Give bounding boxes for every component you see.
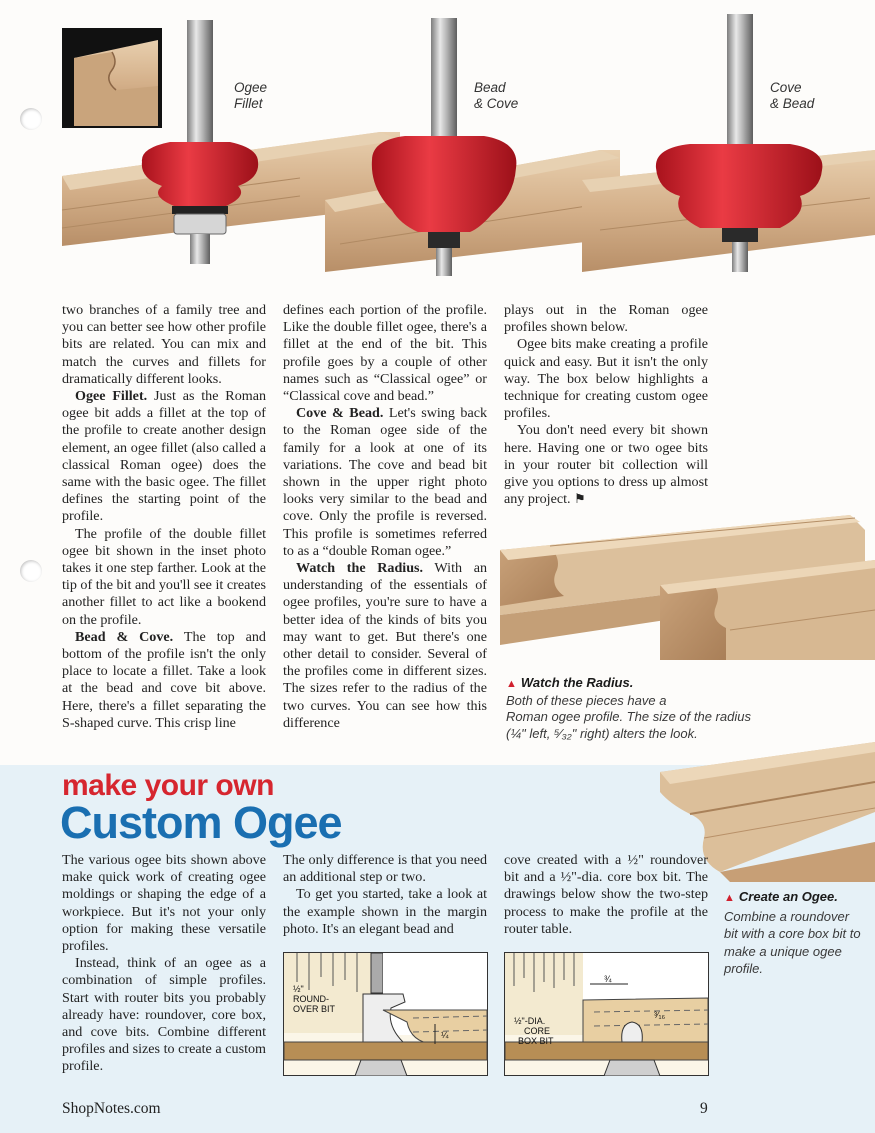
drawing-label: ½" [293, 984, 304, 994]
article-column-2 [283, 302, 487, 732]
paragraph: You don't need every bit shown here. Having one or two ogee bits in your router bit collection will give you options to dress up almost any project. ⚑ [504, 422, 708, 508]
label-cove-bead: Cove & Bead [770, 80, 815, 111]
caption-create-ogee: ▲ Create an Ogee. Combine a roundover bit with a core box bit to make a unique ogee profile. [724, 889, 861, 976]
paragraph: Watch the Radius. With an understanding of the essentials of ogee profiles, you're sure to have a better idea of the kinds of bits you may want to get. But there's one other detail to consider. Several of the profiles come in different sizes. The sizes refer to the radius of the two curves. You can see how this difference [283, 560, 487, 731]
page-number: 9 [700, 1100, 708, 1117]
footer-site: ShopNotes.com [62, 1100, 161, 1117]
end-mark-icon: ⚑ [574, 492, 586, 508]
paragraph: The only difference is that you need an additional step or two. [283, 852, 487, 886]
box-column-1 [62, 852, 266, 1076]
router-bits-photo [0, 0, 875, 292]
drawing-label: ½"-DIA. [514, 1016, 546, 1026]
paragraph: The various ogee bits shown above make quick work of creating ogee moldings or shaping the edge of a workpiece. But it's not your only option for making these versatile profiles. [62, 852, 266, 955]
router-bit-photo-strip [0, 0, 875, 292]
paragraph: To get you started, take a look at the example shown in the margin photo. It's an elegant bead and [283, 886, 487, 937]
paragraph: cove created with a ½" roundover bit and a ½"-dia. core box bit. The drawings below show the two-step process to make the profile at the router table. [504, 852, 708, 937]
article-column-3 [504, 302, 708, 508]
binder-hole [20, 560, 42, 582]
paragraph: Ogee bits make creating a profile quick and easy. But it isn't the only way. The box below highlights a technique for creating custom ogee profiles. [504, 336, 708, 422]
paragraph: defines each portion of the profile. Like the double fillet ogee, there's a fillet at the end of the bit. This profile goes by a couple of other names such as “Classical ogee” or “Classical cove and bead.” [283, 302, 487, 405]
paragraph: Cove & Bead. Let's swing back to the Roman ogee side of the family for a look at one of its variations. The cove and bead bit shown in the upper right photo looks very similar to the bead and cove. Only the profile is reversed. This profile is sometimes referred to as a “double Roman ogee.” [283, 405, 487, 559]
paragraph: Bead & Cove. The top and bottom of the profile isn't the only place to locate a fillet. Take a look at the bead and cove bit above. Here, there's a fillet separating the S-shaped curve. This crisp line [62, 628, 266, 731]
dimension-label: ¼ [441, 1030, 449, 1040]
triangle-marker-icon: ▲ [724, 892, 735, 904]
roundover-drawing [283, 952, 488, 1076]
box-column-3 [504, 852, 708, 938]
box-headline-large: Custom Ogee [60, 797, 342, 848]
dimension-label: ¾ [604, 974, 612, 984]
label-bead-cove: Bead & Cove [474, 80, 519, 111]
box-column-2 [283, 852, 487, 938]
drawing-label: OVER BIT [293, 1004, 336, 1014]
dimension-label: ³⁄₁₆ [654, 1010, 666, 1020]
caption-watch-radius: ▲ Watch the Radius. Both of these pieces have a Roman ogee profile. The size of the radius (¼" left, ⁵⁄₃₂" right) alters the look. [506, 675, 751, 741]
drawing-label: BOX BIT [518, 1036, 554, 1046]
paragraph: Ogee Fillet. Just as the Roman ogee bit adds a fillet at the top of the profile to create another design element, an ogee fillet (also called a classical Roman ogee) does the same with the basic ogee. The fillet defines the starting point of the profile. [62, 388, 267, 525]
drawing-label: ROUND- [293, 994, 329, 1004]
paragraph: Instead, think of an ogee as a combination of simple profiles. Start with router bits you probably already have: roundover, core box, and cove bits. Combine different profiles and sizes to create a custom profile. [62, 955, 266, 1075]
binder-hole [20, 108, 42, 130]
paragraph: two branches of a family tree and you can better see how other profile bits are related. You can mix and match the curves and fillets for dramatically different looks. [62, 302, 266, 387]
triangle-marker-icon: ▲ [506, 678, 517, 690]
moldings-photo [500, 510, 875, 670]
label-ogee-fillet: Ogee Fillet [234, 80, 268, 111]
box-headline-small: make your own [62, 769, 274, 802]
paragraph: plays out in the Roman ogee profiles shown below. [504, 302, 708, 336]
article-column-1 [62, 302, 266, 732]
paragraph: The profile of the double fillet ogee bit shown in the inset photo takes it one step farther. Look at the tip of the bit and you'll see it creates another fillet to act like a bookend on the profile. [62, 525, 266, 628]
inset-photo [62, 28, 162, 128]
drawing-label: CORE [524, 1026, 551, 1036]
core-box-drawing [504, 952, 709, 1076]
